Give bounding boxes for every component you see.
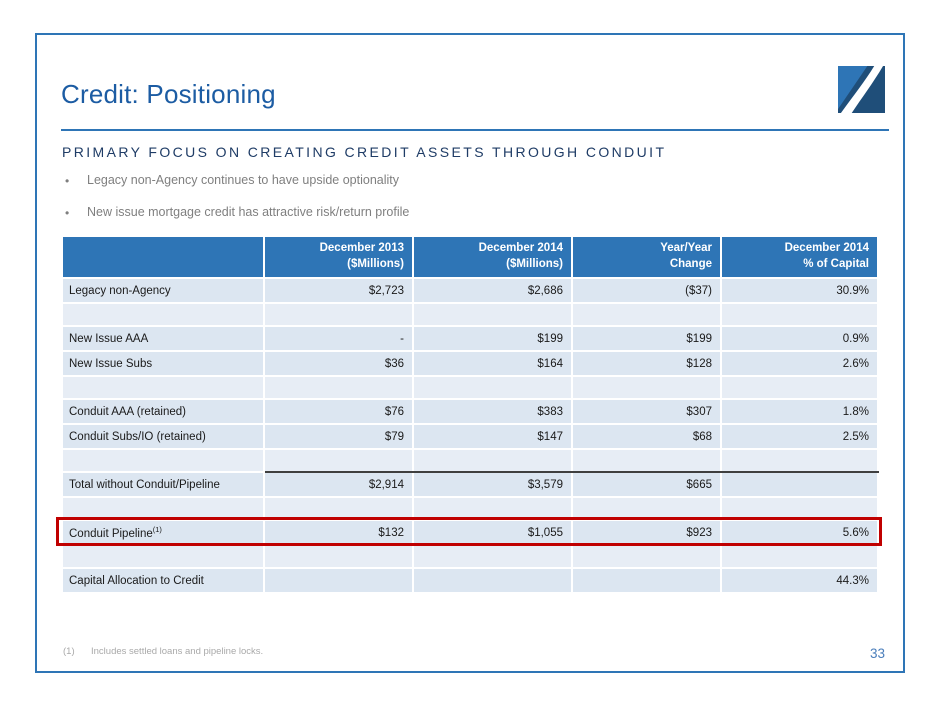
page-number: 33 [869, 646, 885, 661]
bullet-list [65, 173, 409, 237]
spacer-row [63, 546, 877, 567]
credit-positioning-table [61, 235, 879, 594]
company-logo-icon [838, 66, 885, 113]
row-value: $2,914 [265, 473, 412, 496]
row-value: 5.6% [722, 521, 877, 544]
bullet-text: New issue mortgage credit has attractive risk/return profile [87, 204, 410, 219]
col-header-dec-2013: December 2013 ($Millions) [265, 237, 412, 277]
row-value [573, 304, 720, 325]
row-value: $665 [573, 473, 720, 496]
row-value: 2.5% [722, 425, 877, 448]
row-value: $147 [414, 425, 571, 448]
row-label: Conduit Subs/IO (retained) [63, 425, 263, 448]
spacer-row [63, 450, 877, 471]
row-value [265, 498, 412, 519]
row-value: $76 [265, 400, 412, 423]
spacer-row [63, 304, 877, 325]
page-title: Credit: Positioning [61, 79, 276, 109]
row-label: New Issue AAA [63, 327, 263, 350]
bullet-text: Legacy non-Agency continues to have upside optionality [87, 173, 400, 187]
row-value: 30.9% [722, 279, 877, 302]
table-header-row [63, 237, 877, 277]
credit-table-container [61, 235, 871, 594]
row-value: $199 [414, 327, 571, 350]
row-value [265, 546, 412, 567]
row-value: $383 [414, 400, 571, 423]
spacer-row [63, 498, 877, 519]
row-value [414, 450, 571, 471]
row-label: New Issue Subs [63, 352, 263, 375]
bullet-icon: • [65, 205, 70, 220]
slide-subtitle: PRIMARY FOCUS ON CREATING CREDIT ASSETS THROUGH CONDUIT [62, 144, 667, 160]
row-label: Conduit Pipeline$^{(1)}$ [63, 521, 263, 544]
row-value [265, 450, 412, 471]
col-header-pct-of-capital: December 2014 % of Capital [722, 237, 877, 277]
row-value: 2.6% [722, 352, 877, 375]
title-divider [61, 129, 889, 131]
col-header-dec-2014: December 2014 ($Millions) [414, 237, 571, 277]
row-label [63, 450, 263, 471]
row-label: Legacy non-Agency [63, 279, 263, 302]
row-value [722, 473, 877, 496]
row-value [265, 377, 412, 398]
table-row [63, 352, 877, 375]
row-value [722, 377, 877, 398]
spacer-row [63, 377, 877, 398]
bullet-item [65, 205, 409, 222]
row-value: 44.3% [722, 569, 877, 592]
row-value: $2,723 [265, 279, 412, 302]
row-value [414, 377, 571, 398]
row-value [265, 569, 412, 592]
row-label: Conduit AAA (retained) [63, 400, 263, 423]
row-value [722, 546, 877, 567]
row-value: $923 [573, 521, 720, 544]
table-row [63, 327, 877, 350]
slide-frame [35, 33, 905, 673]
row-label [63, 498, 263, 519]
row-value: $2,686 [414, 279, 571, 302]
credit-table-body [63, 279, 877, 592]
row-value [414, 498, 571, 519]
row-value [722, 450, 877, 471]
footnote [63, 646, 263, 657]
row-value: $132 [265, 521, 412, 544]
row-value: 1.8% [722, 400, 877, 423]
footnote-text: Includes settled loans and pipeline locks. [91, 646, 264, 657]
row-value [573, 377, 720, 398]
row-value [573, 498, 720, 519]
row-value [573, 569, 720, 592]
table-row [63, 425, 877, 448]
col-header-yoy-change: Year/Year Change [573, 237, 720, 277]
row-value: $199 [573, 327, 720, 350]
row-label [63, 377, 263, 398]
footnote-reference: (1) [152, 525, 162, 535]
row-value [722, 498, 877, 519]
row-value [573, 450, 720, 471]
row-value [414, 304, 571, 325]
footnote-marker: (1) [63, 646, 75, 657]
row-value [573, 546, 720, 567]
table-row [63, 279, 877, 302]
col-header-row-label [63, 237, 263, 277]
row-value: $3,579 [414, 473, 571, 496]
row-label [63, 546, 263, 567]
row-value [722, 304, 877, 325]
row-value: ($37) [573, 279, 720, 302]
row-value: $128 [573, 352, 720, 375]
row-label [63, 304, 263, 325]
row-value: - [265, 327, 412, 350]
row-value [414, 569, 571, 592]
row-value: $36 [265, 352, 412, 375]
table-row [63, 473, 877, 496]
bullet-item [65, 173, 409, 190]
row-value: 0.9% [722, 327, 877, 350]
row-value: $79 [265, 425, 412, 448]
row-value [265, 304, 412, 325]
bullet-icon: • [65, 174, 70, 188]
row-value [414, 546, 571, 567]
table-row [63, 521, 877, 544]
row-value: $1,055 [414, 521, 571, 544]
row-label: Total without Conduit/Pipeline [63, 473, 263, 496]
row-label: Capital Allocation to Credit [63, 569, 263, 592]
table-row [63, 400, 877, 423]
row-value: $68 [573, 425, 720, 448]
row-value: $164 [414, 352, 571, 375]
row-value: $307 [573, 400, 720, 423]
table-row [63, 569, 877, 592]
